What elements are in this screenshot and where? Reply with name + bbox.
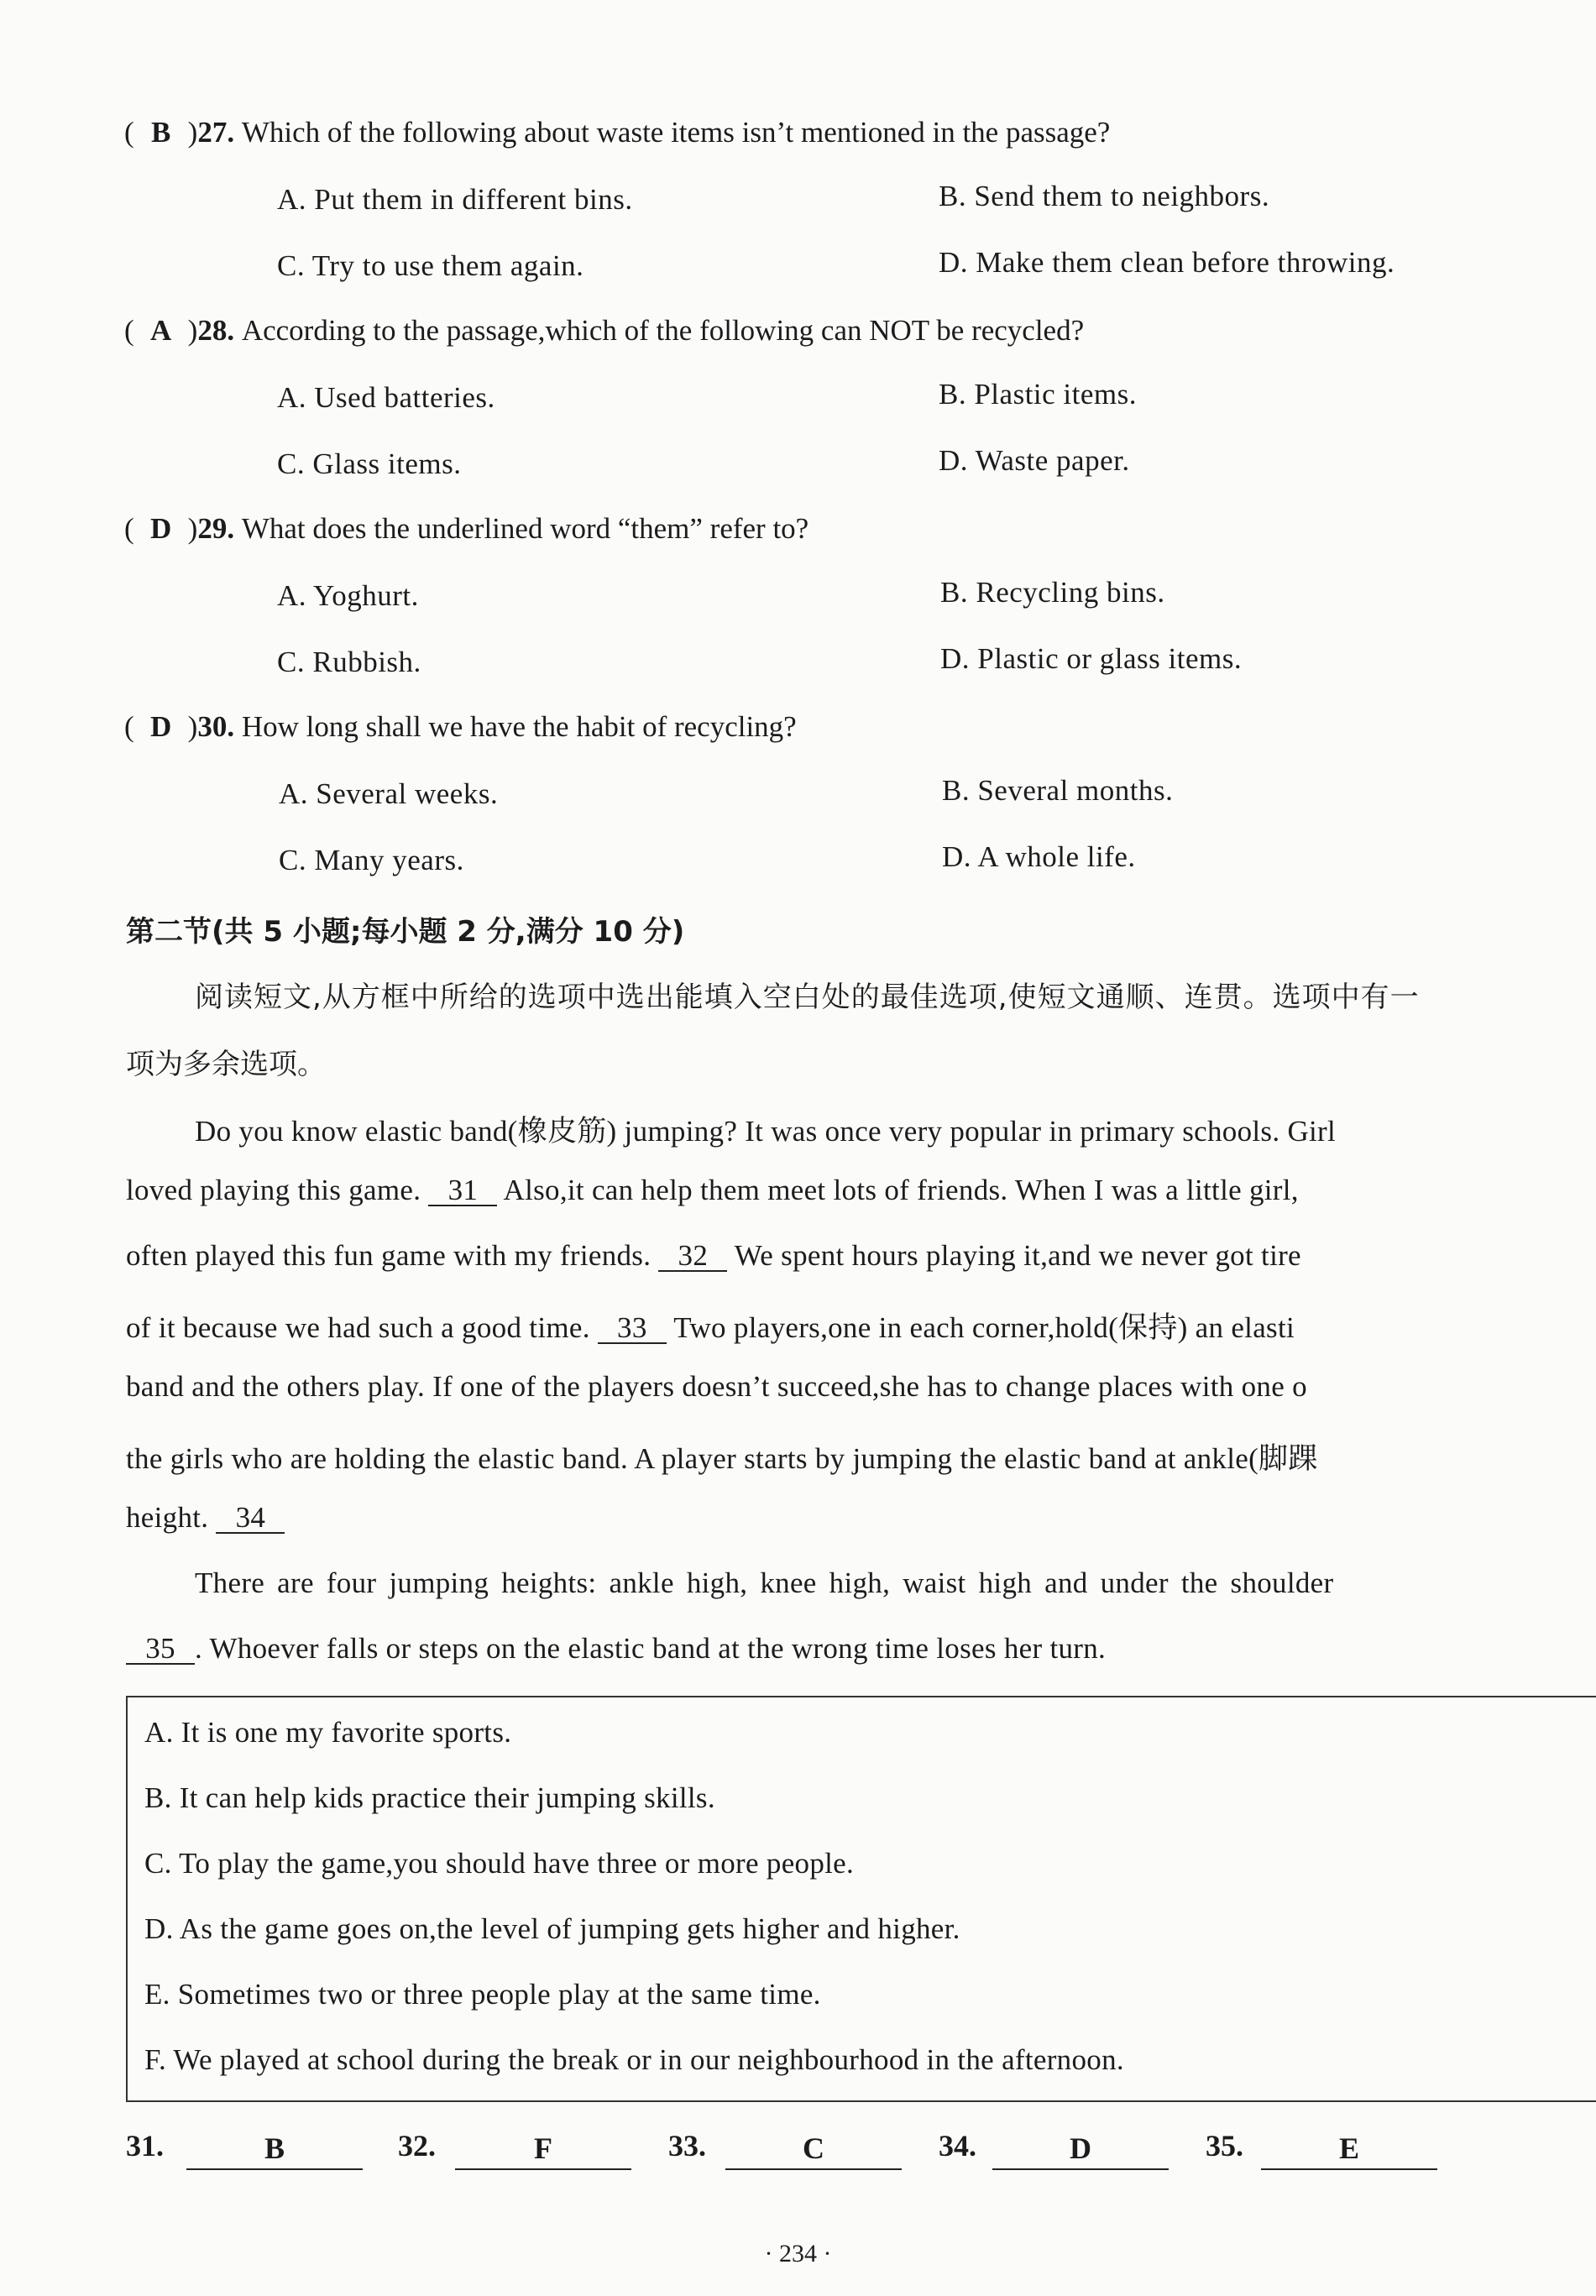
option-27-a: A. Put them in different bins. [277, 183, 633, 216]
answer-key-31: B [186, 2131, 363, 2170]
answer-key-number: 31. [126, 2129, 164, 2163]
question-number: 30. [197, 710, 235, 743]
question-number: 29. [197, 512, 235, 545]
answer-27: B [150, 116, 171, 149]
passage-text: We spent hours playing it,and we never got tire [734, 1239, 1301, 1272]
box-option-b: B. It can help kids practice their jumping skills. [144, 1781, 715, 1814]
option-30-b: B. Several months. [942, 774, 1174, 807]
question-text: What does the underlined word “them” refer to? [241, 512, 809, 545]
passage-line-1: Do you know elastic band(橡皮筋) jumping? It was once very popular in primary schools. Girl [195, 1115, 1337, 1148]
question-29-stem: ( D )29. What does the underlined word “them” refer to? [124, 512, 809, 545]
blank-32: 32 [658, 1241, 727, 1272]
passage-line-4 [126, 1305, 1588, 1347]
passage-text: Two players,one in each corner,hold(保持) an elasti [673, 1311, 1295, 1344]
answer-key-number: 34. [939, 2129, 976, 2163]
option-27-b: B. Send them to neighbors. [939, 180, 1270, 212]
instruction-line-2: 项为多余选项。 [126, 1048, 326, 1081]
option-29-a: A. Yoghurt. [277, 579, 419, 612]
blank-35: 35 [126, 1634, 195, 1665]
option-29-c: C. Rubbish. [277, 646, 421, 678]
question-28-stem: ( A )28. According to the passage,which of the following can NOT be recycled? [124, 314, 1085, 347]
option-28-b: B. Plastic items. [939, 378, 1137, 411]
option-28-a: A. Used batteries. [277, 381, 495, 414]
option-27-c: C. Try to use them again. [277, 249, 584, 282]
question-number: 27. [197, 116, 235, 149]
question-27-stem: ( B )27. Which of the following about waste items isn’t mentioned in the passage? [124, 116, 1111, 149]
passage-text: height. [126, 1501, 209, 1534]
blank-34: 34 [216, 1503, 285, 1534]
blank-31: 31 [428, 1175, 497, 1206]
passage-line-5: band and the others play. If one of the players doesn’t succeed,she has to change places with one o [126, 1370, 1307, 1403]
answer-key-35: E [1261, 2131, 1437, 2170]
box-option-e: E. Sometimes two or three people play at the same time. [144, 1978, 821, 2011]
question-text: How long shall we have the habit of recycling? [241, 710, 797, 743]
passage-text: often played this fun game with my friends. [126, 1239, 651, 1272]
option-28-d: D. Waste paper. [939, 444, 1130, 477]
question-30-stem: ( D )30. How long shall we have the habit of recycling? [124, 710, 797, 743]
section-heading: 第二节(共 5 小题;每小题 2 分,满分 10 分) [126, 915, 685, 949]
option-30-d: D. A whole life. [942, 840, 1136, 873]
box-option-f: F. We played at school during the break or in our neighbourhood in the afternoon. [144, 2043, 1124, 2076]
option-29-d: D. Plastic or glass items. [940, 642, 1243, 675]
option-27-d: D. Make them clean before throwing. [939, 246, 1395, 279]
answer-28: A [150, 314, 172, 347]
option-29-b: B. Recycling bins. [940, 576, 1165, 609]
blank-33: 33 [598, 1313, 667, 1344]
instruction-line-1: 阅读短文,从方框中所给的选项中选出能填入空白处的最佳选项,使短文通顺、连贯。选项中有一 [195, 981, 1420, 1014]
passage-line-6: the girls who are holding the elastic band. A player starts by jumping the elastic band at ankle(脚踝 [126, 1442, 1318, 1475]
answer-key-34: D [992, 2131, 1169, 2170]
question-text: According to the passage,which of the following can NOT be recycled? [241, 314, 1085, 347]
passage-line-2 [126, 1174, 1588, 1207]
answer-30: D [150, 710, 172, 743]
page-number: · 234 · [764, 2240, 832, 2267]
passage-text: of it because we had such a good time. [126, 1311, 590, 1344]
answer-key-number: 32. [398, 2129, 436, 2163]
answer-key-32: F [455, 2131, 631, 2170]
answer-key-number: 33. [668, 2129, 706, 2163]
question-text: Which of the following about waste items isn’t mentioned in the passage? [241, 116, 1111, 149]
box-option-d: D. As the game goes on,the level of jumping gets higher and higher. [144, 1912, 960, 1945]
box-option-c: C. To play the game,you should have three or more people. [144, 1847, 855, 1880]
passage-text: Also,it can help them meet lots of friends. When I was a little girl, [503, 1174, 1299, 1206]
options-box [126, 1696, 1596, 2102]
answer-key-33: C [725, 2131, 902, 2170]
option-28-c: C. Glass items. [277, 447, 462, 480]
passage-line-3 [126, 1239, 1588, 1273]
passage-line-7 [126, 1501, 1588, 1535]
passage-line-9 [126, 1632, 1588, 1666]
box-option-a: A. It is one my favorite sports. [144, 1716, 512, 1749]
option-30-a: A. Several weeks. [279, 777, 499, 810]
passage-text: . Whoever falls or steps on the elastic band at the wrong time loses her turn. [195, 1632, 1107, 1665]
question-number: 28. [197, 314, 235, 347]
option-30-c: C. Many years. [279, 844, 464, 876]
answer-key-number: 35. [1206, 2129, 1243, 2163]
answer-29: D [150, 512, 172, 545]
passage-line-8: There are four jumping heights: ankle high, knee high, waist high and under the shoulder [195, 1566, 1334, 1599]
passage-text: loved playing this game. [126, 1174, 421, 1206]
